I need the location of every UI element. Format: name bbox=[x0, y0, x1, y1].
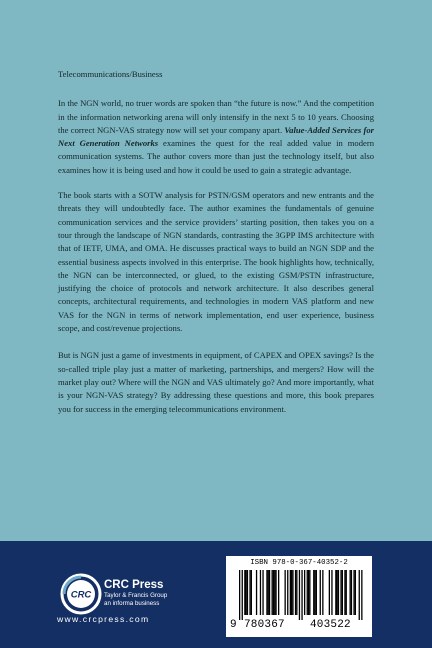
barcode-bar bbox=[266, 570, 267, 615]
isbn-barcode bbox=[226, 556, 372, 637]
barcode-bar bbox=[344, 570, 345, 615]
paragraph-overview: The book starts with a SOTW analysis for PSTN/GSM operators and new entrants and the threats they will undoubtedly face. The author examines the fundamentals of genuine communication services and the service providers’ starting position, then takes you on a tour through the landscape of NGN standards, contrasting the 3GPP IMS architecture with that of IETF, UMA, and OMA. He discusses practical ways to build an NGN SDP and the essential business aspects involved in this enterprise. The book highlights how, technically, the NGN can be interconnected, or glued, to the existing GSM/PSTN infrastructure, justifying the choice of protocols and network architecture. It also describes general concepts, architectural requirements, and technologies in modern VAS platform and new VAS for the NGN in terms of network implementation, end user experience, business scope, and cost/revenue projections. bbox=[58, 190, 374, 334]
barcode-bar bbox=[256, 570, 257, 615]
barcode-bar bbox=[272, 570, 273, 615]
publisher-tagline-informa: an informa business bbox=[104, 600, 160, 607]
barcode-bar bbox=[244, 570, 245, 615]
barcode-bar bbox=[285, 570, 286, 615]
barcode-bars bbox=[230, 570, 368, 620]
barcode-bar bbox=[361, 570, 362, 620]
barcode-bar bbox=[275, 570, 276, 615]
barcode-bar bbox=[359, 570, 360, 620]
barcode-bar bbox=[301, 570, 302, 620]
barcode-bar bbox=[268, 570, 269, 615]
publisher-name-block bbox=[104, 579, 167, 608]
barcode-bar bbox=[338, 570, 339, 615]
barcode-bar bbox=[273, 570, 274, 615]
paragraph-intro-lead: In the NGN world, no truer words are spoken than “the future is now.” And the competition in the information networking arena will only intensify in the next 5 to 10 years. Choosing the correct NGN-VAS strategy now will set your company apart. bbox=[58, 98, 374, 135]
barcode-bar bbox=[335, 570, 336, 615]
barcode-bar bbox=[355, 570, 356, 615]
barcode-bar bbox=[351, 570, 352, 615]
publisher-tagline-group: Taylor & Francis Group bbox=[104, 592, 168, 599]
crc-logo-icon bbox=[60, 573, 102, 615]
barcode-bar bbox=[346, 570, 347, 615]
paragraph-questions: But is NGN just a game of investments in equipment, of CAPEX and OPEX savings? Is the so-called triple play just a matter of marketing, partnerships, and mergers? How will the market play out? Where will the NGN and VAS ultimately go? And more importantly, what is your NGN-VAS strategy? By addressing these questions and more, this book prepares you for success in the emerging telecommunications environment. bbox=[58, 350, 374, 414]
barcode-bar bbox=[274, 570, 275, 615]
barcode-bar bbox=[337, 570, 338, 615]
barcode-bar bbox=[287, 570, 288, 615]
barcode-bar bbox=[290, 570, 291, 615]
barcode-bar bbox=[295, 570, 296, 615]
barcode-bar bbox=[308, 570, 309, 615]
paragraph-intro-tail: examines the quest for the real added value in modern communication systems. The author covers more than just the technology itself, but also examines how it is being used and how it could be used to gain a strategic advantage. bbox=[58, 138, 374, 175]
barcode-bar bbox=[246, 570, 247, 615]
barcode-bar bbox=[299, 570, 300, 620]
barcode-bar bbox=[260, 570, 261, 615]
barcode-bar bbox=[278, 570, 279, 615]
barcode-bar bbox=[342, 570, 343, 615]
barcode-bar bbox=[314, 570, 315, 615]
barcode-bar bbox=[353, 570, 354, 615]
publisher-name: CRC Press bbox=[104, 579, 164, 591]
barcode-bar bbox=[251, 570, 252, 615]
barcode-bar bbox=[247, 570, 248, 615]
barcode-bar bbox=[329, 570, 330, 615]
barcode-bar bbox=[242, 570, 243, 620]
ean-right-group: 403522 bbox=[310, 619, 351, 631]
ean-first-digit: 9 bbox=[230, 619, 237, 631]
publisher-footer bbox=[0, 541, 432, 648]
book-title-inline: Value-Added Services for Next Generation Networks bbox=[58, 124, 374, 149]
paragraph-intro bbox=[58, 97, 374, 177]
barcode-bar bbox=[307, 570, 308, 615]
barcode-bar bbox=[309, 570, 310, 615]
barcode-bar bbox=[331, 570, 332, 615]
barcode-bar bbox=[350, 570, 351, 615]
barcode-bar bbox=[340, 570, 341, 615]
barcode-bar bbox=[249, 570, 250, 615]
barcode-bar bbox=[322, 570, 323, 615]
ean-left-group: 780367 bbox=[244, 619, 285, 631]
subject-category: Telecommunications/Business bbox=[58, 69, 163, 79]
barcode-bar bbox=[262, 570, 263, 615]
back-cover-text bbox=[58, 68, 374, 429]
barcode-bar bbox=[313, 570, 314, 615]
barcode-bar bbox=[291, 570, 292, 615]
barcode-bar bbox=[269, 570, 270, 615]
barcode-bar bbox=[320, 570, 321, 615]
barcode-bar bbox=[239, 570, 240, 620]
barcode-bar bbox=[304, 570, 305, 615]
barcode-bar bbox=[316, 570, 317, 615]
logo-letters: CRC bbox=[70, 589, 92, 601]
barcode-bar bbox=[296, 570, 297, 615]
isbn-label: ISBN 978-0-367-40352-2 bbox=[250, 559, 348, 567]
publisher-website: www.crcpress.com bbox=[57, 614, 150, 624]
barcode-bar bbox=[292, 570, 293, 615]
